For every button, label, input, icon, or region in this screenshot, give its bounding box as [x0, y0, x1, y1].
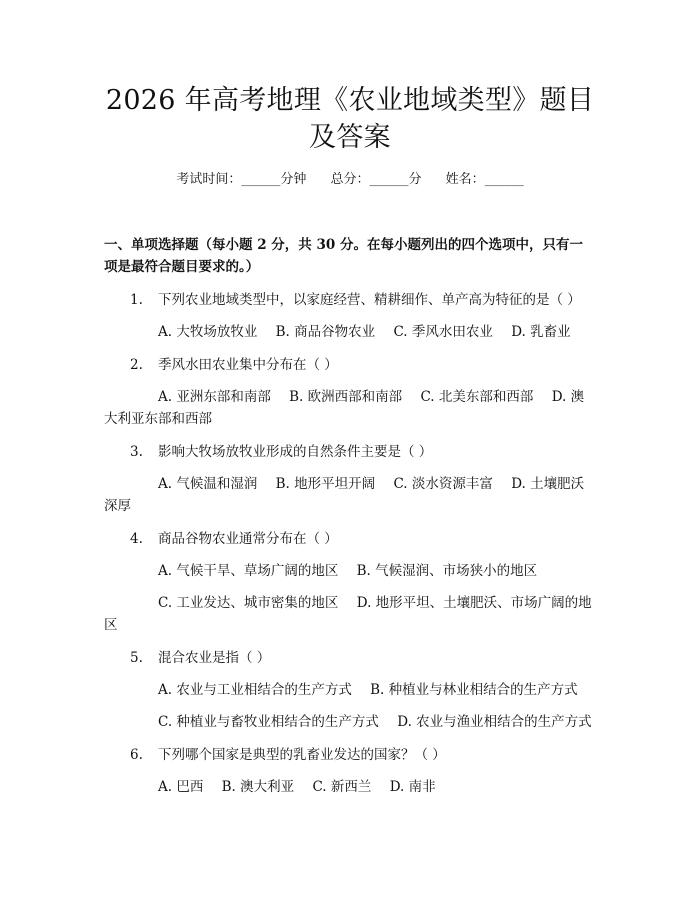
question-number: 6.	[130, 747, 143, 763]
option-b: B. 气候湿润、市场狭小的地区	[356, 563, 538, 579]
option-a: A. 巴西	[158, 779, 204, 795]
options-line	[104, 592, 596, 636]
options-line	[104, 679, 596, 701]
question-stem	[104, 647, 596, 669]
option-c: C. 种植业与畜牧业相结合的生产方式	[158, 714, 379, 730]
question-stem	[104, 744, 596, 766]
student-name-field: 姓名：______	[445, 172, 524, 187]
options-line	[104, 473, 596, 517]
question-text: 季风水田农业集中分布在（ ）	[158, 357, 338, 373]
option-d: D. 土壤肥沃深厚	[104, 476, 585, 514]
question-6	[104, 744, 596, 798]
question-4	[104, 528, 596, 636]
question-number: 4.	[130, 531, 143, 547]
question-stem	[104, 289, 596, 311]
option-d: D. 澳大利亚东部和西部	[104, 389, 585, 427]
options-line	[104, 711, 596, 733]
question-3	[104, 441, 596, 517]
option-d: D. 南非	[389, 779, 436, 795]
question-stem	[104, 528, 596, 550]
option-a: A. 大牧场放牧业	[158, 324, 258, 340]
question-2	[104, 354, 596, 430]
exam-info	[104, 170, 596, 190]
option-a: A. 气候温和湿润	[158, 476, 258, 492]
question-text: 下列农业地域类型中，以家庭经营、精耕细作、单产高为特征的是（ ）	[158, 292, 581, 308]
exam-time-field: 考试时间：______分钟	[176, 172, 307, 187]
question-number: 1.	[130, 292, 143, 308]
options-line	[104, 386, 596, 430]
option-c: C. 新西兰	[312, 779, 372, 795]
question-5	[104, 647, 596, 733]
option-d: D. 乳畜业	[511, 324, 571, 340]
option-c: C. 淡水资源丰富	[393, 476, 493, 492]
option-a: A. 亚洲东部和南部	[158, 389, 271, 405]
option-b: B. 澳大利亚	[221, 779, 295, 795]
question-text: 混合农业是指（ ）	[158, 650, 271, 666]
question-stem	[104, 354, 596, 376]
question-text: 商品谷物农业通常分布在（ ）	[158, 531, 338, 547]
question-text: 影响大牧场放牧业形成的自然条件主要是（ ）	[158, 444, 433, 460]
question-number: 2.	[130, 357, 143, 373]
option-b: B. 种植业与林业相结合的生产方式	[370, 682, 578, 698]
options-line	[104, 560, 596, 582]
options-line	[104, 321, 596, 343]
option-b: B. 地形平坦开阔	[275, 476, 376, 492]
options-line	[104, 776, 596, 798]
option-b: B. 商品谷物农业	[275, 324, 376, 340]
question-number: 3.	[130, 444, 143, 460]
option-c: C. 工业发达、城市密集的地区	[158, 595, 339, 611]
question-stem	[104, 441, 596, 463]
question-text: 下列哪个国家是典型的乳畜业发达的国家？（ ）	[158, 747, 446, 763]
option-a: A. 农业与工业相结合的生产方式	[158, 682, 352, 698]
option-d: D. 农业与渔业相结合的生产方式	[397, 714, 592, 730]
option-c: C. 季风水田农业	[393, 324, 493, 340]
page-title: 2026 年高考地理《农业地域类型》题目及答案	[105, 85, 595, 153]
total-score-field: 总分：______分	[330, 172, 422, 187]
question-1	[104, 289, 596, 343]
option-d: D. 地形平坦、土壤肥沃、市场广阔的地区	[104, 595, 592, 633]
option-b: B. 欧洲西部和南部	[289, 389, 403, 405]
option-a: A. 气候干旱、草场广阔的地区	[158, 563, 339, 579]
question-number: 5.	[130, 650, 143, 666]
option-c: C. 北美东部和西部	[420, 389, 534, 405]
section-heading: 一、单项选择题（每小题 2 分，共 30 分。在每小题列出的四个选项中，只有一项是最符合题目要求的。）	[104, 237, 583, 275]
